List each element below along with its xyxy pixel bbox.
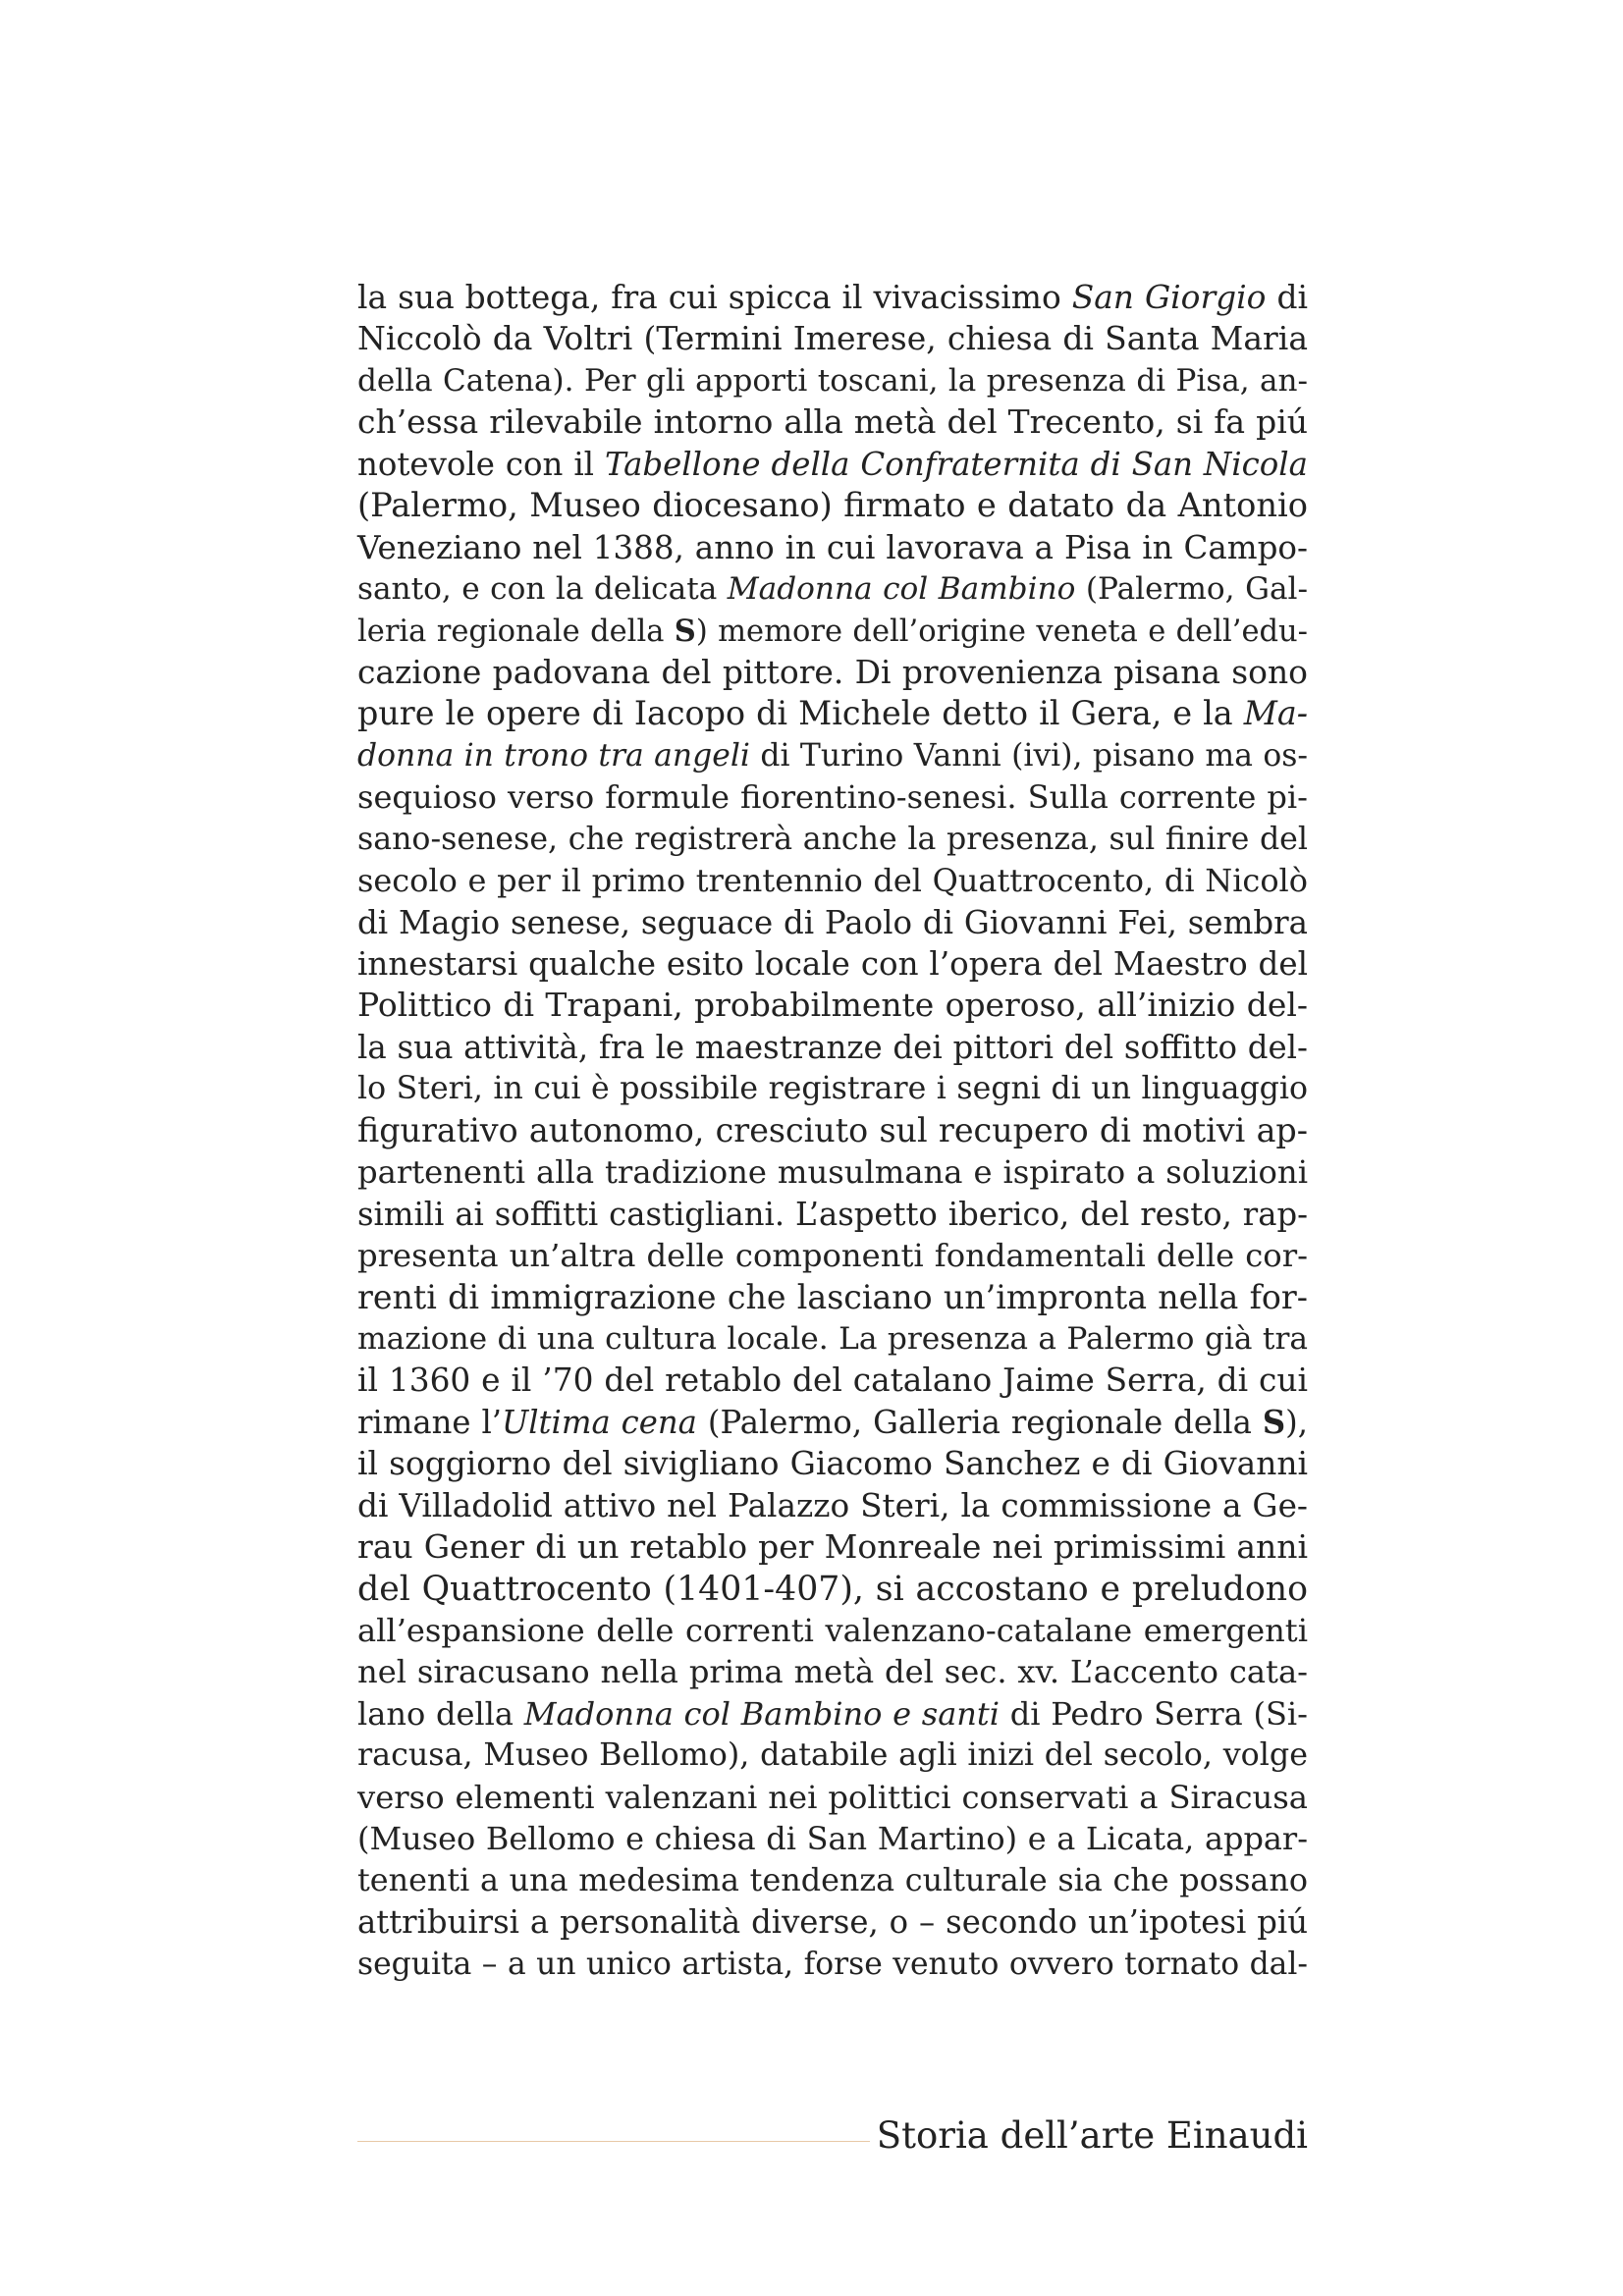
text-line: [357, 611, 1308, 652]
text-run: di Pedro Serra (Si-: [1000, 1694, 1308, 1733]
bold-abbrev: S: [1262, 1403, 1286, 1441]
text-line: [357, 277, 1308, 318]
bold-abbrev: S: [674, 613, 696, 649]
italic-title: donna in trono tra angeli: [357, 737, 750, 774]
text-run: (Palermo, Galleria regionale della: [696, 1403, 1263, 1441]
text-line: [357, 943, 1308, 985]
text-line: [357, 1693, 1308, 1735]
text-run: secolo e per il primo trentennio del Quattrocento, di Nicolò: [357, 862, 1308, 900]
text-line: [357, 1901, 1308, 1943]
text-run: ) memore dell’origine veneta e dell’edu-: [695, 614, 1308, 649]
text-line: [357, 985, 1308, 1026]
text-run: nel siracusano nella prima metà del sec. xv. L’accento cata-: [357, 1653, 1308, 1691]
text-line: [357, 860, 1308, 901]
text-line: [357, 1360, 1308, 1401]
text-line: [357, 1235, 1308, 1276]
text-run: pure le opere di Iacopo di Michele detto il Gera, e la: [357, 694, 1244, 733]
text-run: sequioso verso formule fiorentino-senesi. Sulla corrente pi-: [357, 778, 1308, 817]
text-line: [357, 1318, 1308, 1360]
text-run: racusa, Museo Bellomo), databile agli inizi del secolo, volge: [357, 1737, 1308, 1774]
text-line: [357, 1944, 1308, 1985]
text-run: ch’essa rilevabile intorno alla metà del Trecento, si fa piú: [357, 402, 1308, 442]
text-line: [357, 902, 1308, 943]
text-line: [357, 735, 1308, 776]
text-run: lo Steri, in cui è possibile registrare i segni di un linguaggio: [357, 1071, 1308, 1107]
text-run: Veneziano nel 1388, anno in cui lavorava a Pisa in Campo-: [357, 528, 1308, 566]
text-run: figurativo autonomo, cresciuto sul recupero di motivi ap-: [357, 1110, 1308, 1149]
text-line: [357, 1526, 1308, 1568]
text-run: (Museo Bellomo e chiesa di San Martino) e a Licata, appar-: [357, 1820, 1308, 1858]
italic-title: Madonna col Bambino: [727, 571, 1076, 608]
text-run: Niccolò da Voltri (Termini Imerese, chiesa di Santa Maria: [357, 319, 1308, 358]
text-line: [357, 1818, 1308, 1859]
text-line: [357, 318, 1308, 359]
text-run: innestarsi qualche esito locale con l’opera del Maestro del: [357, 945, 1308, 983]
text-run: il soggiorno del sivigliano Giacomo Sanchez e di Giovanni: [357, 1445, 1308, 1483]
text-run: rimane l’: [357, 1403, 503, 1441]
footer-rule: [357, 2141, 870, 2142]
text-run: del Quattrocento (1401-407), si accostano e preludono: [357, 1569, 1308, 1609]
text-line: [357, 527, 1308, 568]
text-line: [357, 1443, 1308, 1484]
text-line: [357, 485, 1308, 526]
text-line: [357, 1027, 1308, 1068]
text-run: tenenti a una medesima tendenza culturale sia che possano: [357, 1861, 1308, 1898]
text-line: [357, 776, 1308, 818]
text-run: sano-senese, che registrerà anche la presenza, sul finire del: [357, 821, 1308, 857]
text-run: ),: [1285, 1403, 1308, 1441]
text-run: di Villadolid attivo nel Palazzo Steri, la commissione a Ge-: [357, 1486, 1308, 1524]
text-run: santo, e con la delicata: [357, 571, 728, 608]
text-run: mazione di una cultura locale. La presenza a Palermo già tra: [357, 1320, 1308, 1357]
text-line: [357, 1194, 1308, 1235]
text-run: di: [1266, 279, 1308, 316]
text-run: Polittico di Trapani, probabilmente operoso, all’inizio del-: [357, 986, 1308, 1025]
text-run: partenenti alla tradizione musulmana e ispirato a soluzioni: [357, 1153, 1308, 1192]
text-run: leria regionale della: [357, 614, 675, 649]
text-line: [357, 1651, 1308, 1692]
text-run: simili ai soffitti castigliani. L’aspetto iberico, del resto, rap-: [357, 1195, 1308, 1233]
text-line: [357, 652, 1308, 693]
text-run: la sua attività, fra le maestranze dei pittori del soffitto del-: [357, 1028, 1308, 1066]
text-run: rau Gener di un retablo per Monreale nei primissimi anni: [357, 1527, 1308, 1567]
text-run: lano della: [357, 1694, 524, 1733]
text-run: renti di immigrazione che lasciano un’impronta nella for-: [357, 1277, 1308, 1316]
footer-title: Storia dell’arte Einaudi: [876, 2114, 1308, 2157]
italic-title: Tabellone della Confraternita di San Nicola: [604, 445, 1308, 483]
text-run: cazione padovana del pittore. Di provenienza pisana sono: [357, 652, 1308, 691]
text-line: [357, 1068, 1308, 1109]
text-run: notevole con il: [357, 445, 605, 483]
italic-title: Ultima cena: [502, 1403, 697, 1441]
text-line: [357, 1151, 1308, 1193]
text-line: [357, 1485, 1308, 1526]
text-run: il 1360 e il ’70 del retablo del catalano Jaime Serra, di cui: [357, 1362, 1308, 1400]
text-line: [357, 1110, 1308, 1151]
text-line: [357, 1735, 1308, 1776]
body-text: [357, 277, 1308, 1985]
text-line: [357, 1777, 1308, 1818]
text-run: seguita – a un unico artista, forse venuto ovvero tornato dal-: [357, 1946, 1308, 1982]
italic-title: San Giorgio: [1071, 279, 1267, 316]
text-run: la sua bottega, fra cui spicca il vivacissimo: [357, 279, 1072, 316]
text-run: verso elementi valenzani nei polittici conservati a Siracusa: [357, 1778, 1308, 1816]
text-line: [357, 1569, 1308, 1610]
text-run: (Palermo, Gal-: [1075, 571, 1308, 608]
text-line: [357, 1402, 1308, 1443]
text-line: [357, 401, 1308, 443]
text-line: [357, 693, 1308, 734]
text-run: attribuirsi a personalità diverse, o – secondo un’ipotesi piú: [357, 1903, 1308, 1942]
text-line: [357, 568, 1308, 610]
text-line: [357, 1277, 1308, 1318]
text-run: (Palermo, Museo diocesano) firmato e datato da Antonio: [357, 486, 1308, 525]
text-run: all’espansione delle correnti valenzano-catalane emergenti: [357, 1612, 1308, 1649]
text-run: di Magio senese, seguace di Paolo di Giovanni Fei, sembra: [357, 903, 1308, 941]
text-line: [357, 1610, 1308, 1651]
italic-title: Ma-: [1243, 694, 1308, 733]
text-line: [357, 444, 1308, 485]
text-run: presenta un’altra delle componenti fondamentali delle cor-: [357, 1237, 1308, 1275]
text-run: di Turino Vanni (ivi), pisano ma os-: [749, 737, 1308, 774]
italic-title: Madonna col Bambino e santi: [523, 1694, 1001, 1733]
text-line: [357, 360, 1308, 401]
text-line: [357, 819, 1308, 860]
text-run: della Catena). Per gli apporti toscani, la presenza di Pisa, an-: [357, 362, 1308, 399]
text-line: [357, 1860, 1308, 1901]
